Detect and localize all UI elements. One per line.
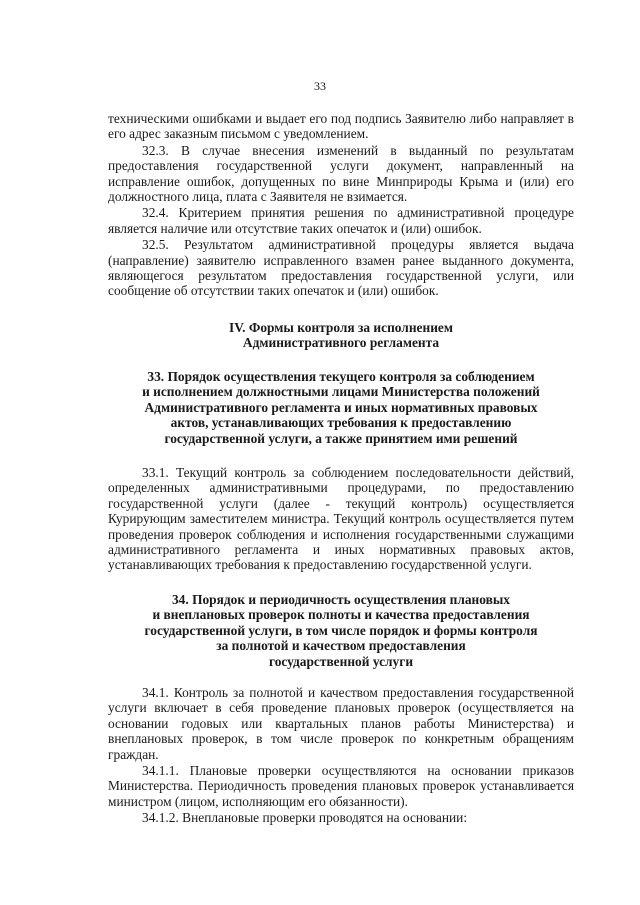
heading-33-line: государственной услуги, а также принятием ими решений [164, 430, 518, 446]
heading-33-line: актов, устанавливающих требования к предоставлению [170, 415, 512, 431]
bottom-paragraphs [108, 685, 574, 827]
section-heading-line-1: IV. Формы контроля за исполнением [229, 320, 453, 335]
heading-34-line: за полнотой и качеством предоставления [216, 638, 466, 654]
heading-34-line: и внеплановых проверок полноты и качества предоставления [152, 607, 530, 623]
heading-34-line: государственной услуги [268, 653, 414, 669]
top-paragraphs [108, 111, 574, 300]
heading-33-line: Административного регламента и иных нормативных правовых [144, 399, 538, 415]
paragraph-33-1: 33.1. Текущий контроль за соблюдением последовательности действий, определенных административными процедурами, по предоставлению государственной услуги (далее - текущий контроль) осуществляется Курирующим заместителем министра. Текущий контроль осуществляется путем проведения проверок соблюдения и исполнения государственными служащими административного регламента и иных нормативных правовых актов, устанавливающих требования к предоставлению государственной услуги. [108, 465, 574, 573]
page-number: 33 [314, 79, 326, 93]
paragraph-32-5: 32.5. Результатом административной процедуры является выдача (направление) заявителю исправленного взамен ранее выданного документа, являющегося результатом предоставления государственной услуги, или сообщение об отсутствии таких опечаток и (или) ошибок. [108, 237, 574, 299]
paragraph-continuation: техническими ошибками и выдает его под подпись Заявителю либо направляет в его адрес заказным письмом с уведомлением. [108, 111, 574, 142]
paragraph-32-3: 32.3. В случае внесения изменений в выданный по результатам предоставления государственной услуги документ, направленный на исправление ошибок, допущенных по вине Минприроды Крыма и (или) его должностного лица, плата с Заявителя не взимается. [108, 142, 574, 205]
heading-34-line: государственной услуги, в том числе порядок и формы контроля [144, 622, 538, 638]
heading-33-line: 33. Порядок осуществления текущего контроля за соблюдением [147, 369, 535, 384]
paragraph-34-1-2: 34.1.2. Внеплановые проверки проводятся на основании: [142, 810, 468, 826]
heading-34 [108, 592, 574, 669]
section-heading [108, 320, 574, 351]
paragraph-33-1-block [108, 465, 574, 574]
heading-34-line: 34. Порядок и периодичность осуществления плановых [171, 592, 511, 607]
section-heading-line-2: Административного регламента [242, 335, 440, 351]
paragraph-34-1-1: 34.1.1. Плановые проверки осуществляются на основании приказов Министерства. Периодичность проведения плановых проверок устанавливается министром (лицом, исполняющим его обязанности). [108, 763, 574, 809]
paragraph-34-1: 34.1. Контроль за полнотой и качеством предоставления государственной услуги включает в себя проведение плановых проверок (осуществляется на основании годовых или квартальных планов работы Министерства) и внеплановых проверок, в том числе проверок по конкретным обращениям граждан. [108, 685, 574, 762]
paragraph-32-4: 32.4. Критерием принятия решения по административной процедуре является наличие или отсутствие таких опечаток и (или) ошибок. [108, 205, 574, 236]
heading-33 [108, 369, 574, 446]
heading-33-line: и исполнением должностными лицами Министерства положений [142, 384, 540, 400]
